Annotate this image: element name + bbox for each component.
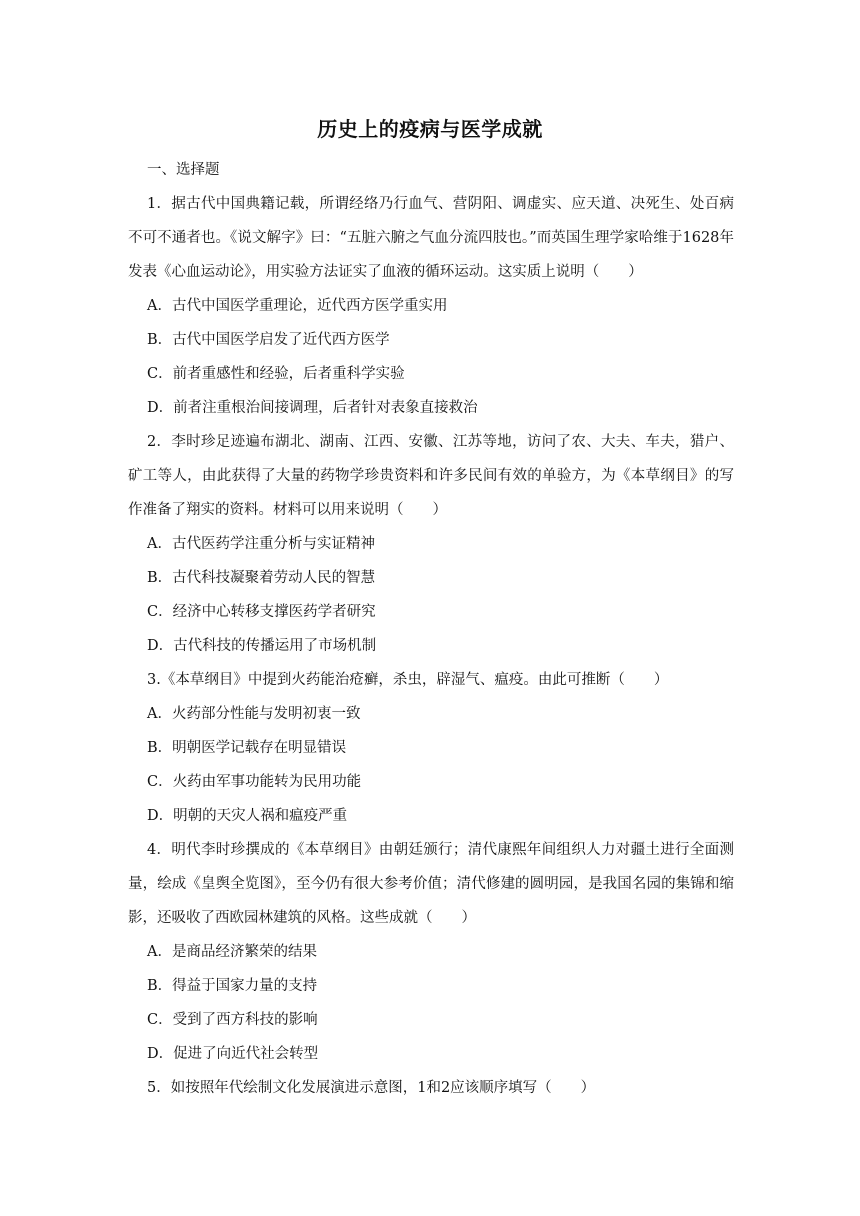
option-b[interactable]: B．古代科技凝聚着劳动人民的智慧 <box>147 570 376 586</box>
option-b[interactable]: B．得益于国家力量的支持 <box>147 978 318 994</box>
option-a[interactable]: A．古代医药学注重分析与实证精神 <box>147 536 375 552</box>
option-d[interactable]: D．促进了向近代社会转型 <box>147 1046 319 1062</box>
question-list <box>128 187 734 1105</box>
question-3 <box>128 663 734 833</box>
question-stem: 4．明代李时珍撰成的《本草纲目》由朝廷颁行；清代康熙年间组织人力对疆土进行全面测量，绘成《皇舆全览图》，至今仍有很大参考价值；清代修建的圆明园，是我国名园的集锦和缩影，还吸收了西欧园林建筑的风格。这些成就（ ） <box>128 842 734 926</box>
option-c[interactable]: C．前者重感性和经验，后者重科学实验 <box>147 366 405 382</box>
option-c[interactable]: C．受到了西方科技的影响 <box>147 1012 318 1028</box>
option-a[interactable]: A．古代中国医学重理论，近代西方医学重实用 <box>147 298 448 314</box>
question-stem: 3.《本草纲目》中提到火药能治疮癣，杀虫，辟湿气、瘟疫。由此可推断（ ） <box>147 672 669 688</box>
question-stem: 1．据古代中国典籍记载，所谓经络乃行血气、营阴阳、调虚实、应天道、决死生、处百病不可不通者也。《说文解字》曰：“五脏六腑之气血分流四肢也。”而英国生理学家哈维于1628年发表《心血运动论》，用实验方法证实了血液的循环运动。这实质上说明（ ） <box>128 196 734 280</box>
option-a[interactable]: A．火药部分性能与发明初衷一致 <box>147 706 361 722</box>
option-d[interactable]: D．明朝的天灾人祸和瘟疫严重 <box>147 808 348 824</box>
option-c[interactable]: C．火药由军事功能转为民用功能 <box>147 774 362 790</box>
option-b[interactable]: B．明朝医学记载存在明显错误 <box>147 740 347 756</box>
option-a[interactable]: A．是商品经济繁荣的结果 <box>147 944 317 960</box>
option-d[interactable]: D．古代科技的传播运用了市场机制 <box>147 638 377 654</box>
question-1 <box>128 187 734 425</box>
option-b[interactable]: B．古代中国医学启发了近代西方医学 <box>147 332 390 348</box>
document-title: 历史上的疫病与医学成就 <box>317 117 543 141</box>
question-2 <box>128 425 734 663</box>
question-4 <box>128 833 734 1071</box>
option-c[interactable]: C．经济中心转移支撑医药学者研究 <box>147 604 376 620</box>
question-stem: 5．如按照年代绘制文化发展演进示意图，1和2应该顺序填写（ ） <box>147 1080 596 1096</box>
option-d[interactable]: D．前者注重根治间接调理，后者针对表象直接救治 <box>147 400 478 416</box>
section-heading: 一、选择题 <box>147 162 220 178</box>
question-stem: 2．李时珍足迹遍布湖北、湖南、江西、安徽、江苏等地，访问了农、大夫、车夫，猎户、矿工等人，由此获得了大量的药物学珍贵资料和许多民间有效的单验方，为《本草纲目》的写作准备了翔实的资料。材料可以用来说明（ ） <box>128 434 734 518</box>
question-5 <box>128 1071 734 1105</box>
